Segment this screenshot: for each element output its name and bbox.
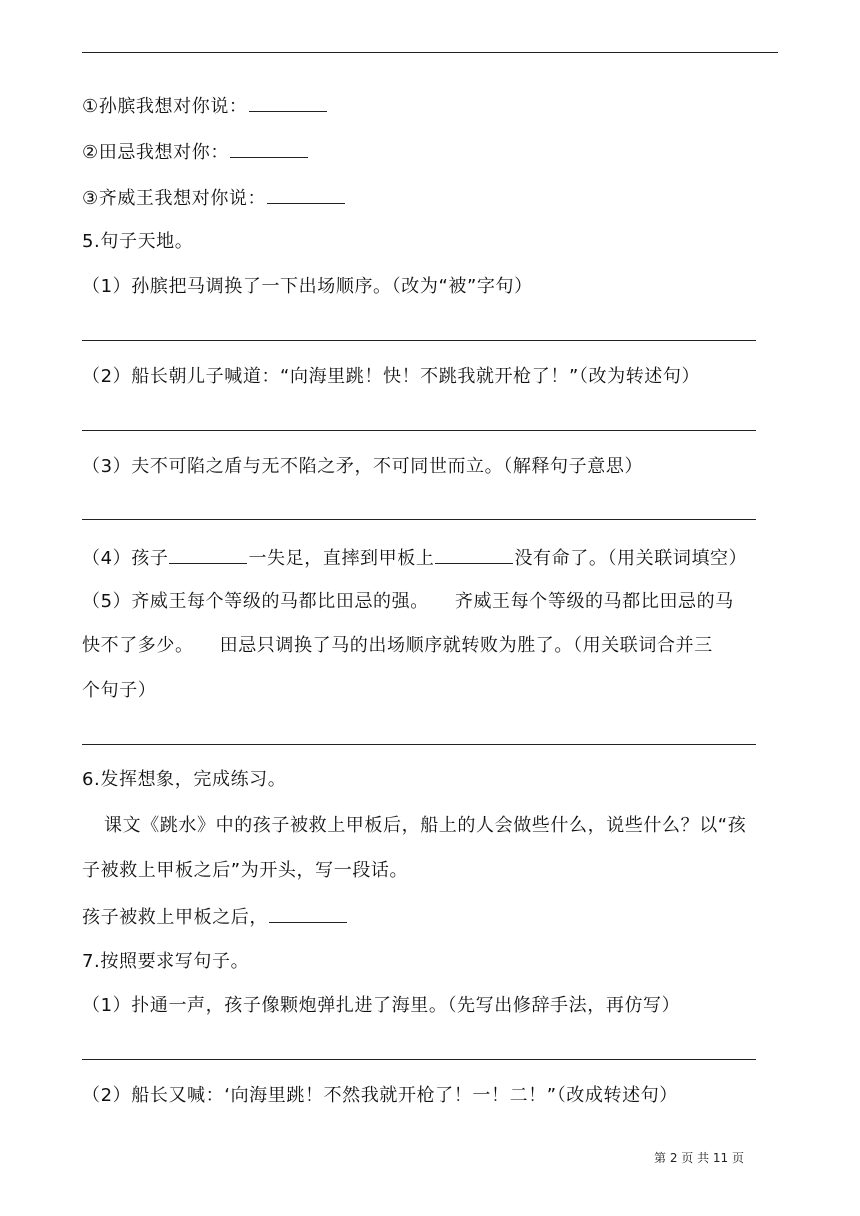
q7-title: 7.按照要求写句子。 [82,951,250,972]
q5-sentence-1: （1）孙膑把马调换了一下出场顺序。（改为“被”字句） [82,276,533,297]
q6-prompt-line-2: 子被救上甲板之后”为开头，写一段话。 [82,860,409,881]
q6-lead [82,904,348,930]
q6-lead-text: 孩子被救上甲板之后， [82,907,268,928]
q5-s5-clause-2: 齐威王每个等级的马都比田忌的马 [454,591,734,612]
q4-item-3-blank[interactable] [267,185,345,204]
q5-sentence-4 [82,545,747,571]
q5-sentence-3: （3）夫不可陷之盾与无不陷之矛，不可同世而立。（解释句子意思） [82,456,644,477]
q7-sentence-2: （2）船长又喊：‘向海里跳！不然我就开枪了！一！二！”（改成转述句） [82,1085,678,1106]
q5-s4-blank-2[interactable] [435,545,513,564]
q4-item-1-blank[interactable] [249,93,327,112]
q6-title: 6.发挥想象，完成练习。 [82,769,287,790]
q4-item-1-text: ①孙膑我想对你说： [82,96,248,117]
q5-answer-line-3[interactable] [82,519,756,520]
q6-prompt-line-1: 课文《跳水》中的孩子被救上甲板后，船上的人会做些什么，说些什么？以“孩 [104,815,747,836]
q7-answer-line-1[interactable] [82,1059,756,1060]
q4-item-1 [82,93,328,119]
q4-item-2 [82,139,309,165]
q5-answer-line-1[interactable] [82,340,756,341]
q5-sentence-5-line-3: 个句子） [82,680,157,701]
q5-title: 5.句子天地。 [82,231,194,252]
q5-s5-clause-1: （5）齐威王每个等级的马都比田忌的强。 [82,591,429,612]
q6-lead-blank[interactable] [269,904,347,923]
q5-sentence-5-line-1 [82,590,734,614]
q5-s4-blank-1[interactable] [169,545,247,564]
q7-sentence-1: （1）扑通一声，孩子像颗炮弹扎进了海里。（先写出修辞手法，再仿写） [82,995,681,1016]
q5-answer-line-5[interactable] [82,744,756,745]
q4-item-2-blank[interactable] [230,139,308,158]
q5-s4-part-b: 一失足，直摔到甲板上 [248,548,435,569]
q5-s4-part-a: （4）孩子 [82,548,169,569]
q5-sentence-2: （2）船长朝儿子喊道：“向海里跳！快！不跳我就开枪了！”（改为转述句） [82,366,701,387]
top-rule [82,52,778,53]
q5-s5-clause-2-end: 快不了多少。 [82,635,194,656]
q5-s5-clause-3: 田忌只调换了马的出场顺序就转败为胜了。（用关联词合并三 [219,635,713,656]
q4-item-3-text: ③齐威王我想对你说： [82,188,267,209]
q5-answer-line-2[interactable] [82,430,756,431]
q4-item-3 [82,185,346,211]
q4-item-2-text: ②田忌我想对你： [82,142,229,163]
page-number: 第 2 页 共 11 页 [654,1151,744,1165]
q5-s4-part-c: 没有命了。（用关联词填空） [514,548,748,569]
q5-sentence-5-line-2 [82,634,713,658]
